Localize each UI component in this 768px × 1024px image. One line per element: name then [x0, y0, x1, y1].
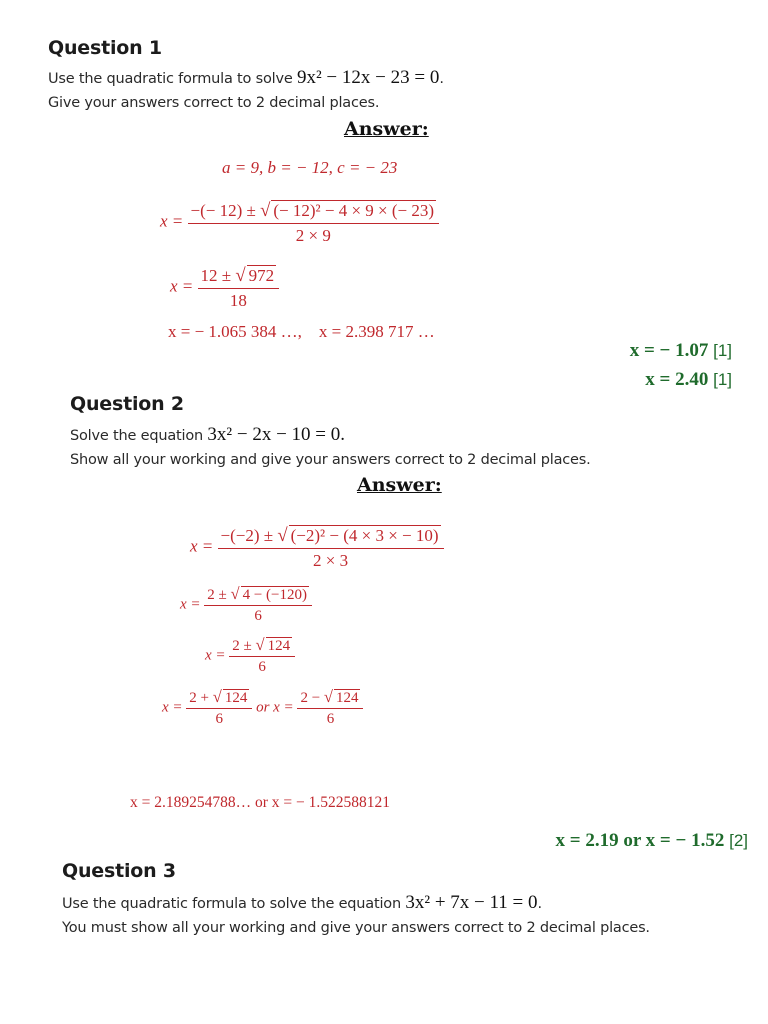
q1-step-1-lhs: x = [160, 211, 184, 231]
q2-step-4-lhs: x = [162, 699, 183, 716]
q2-step-2-lhs: x = [180, 596, 201, 613]
sqrt-icon: √ [323, 687, 333, 706]
question-1-equation: 9x² − 12x − 23 = 0 [296, 67, 440, 88]
q2-final-answer-mark: [2] [729, 831, 748, 850]
question-3-text: Use the quadratic formula to solve the equation [62, 896, 406, 912]
sqrt-icon: √ [235, 265, 246, 286]
question-3-title: Question 3 [62, 860, 176, 882]
sqrt-icon: √ [255, 635, 265, 654]
question-3-equation: 3x² + 7x − 11 = 0 [405, 892, 538, 913]
q1-coefficients: a = 9, b = − 12, c = − 23 [222, 158, 398, 177]
q1-step-2-radicand: 972 [248, 266, 275, 285]
q2-step-1-numerator-pre: −(−2) ± [220, 526, 278, 545]
q1-final-answer-2-value: x = 2.40 [645, 369, 709, 390]
sqrt-icon: √ [260, 200, 271, 221]
q2-step-3-fraction [229, 636, 295, 677]
q2-step-4a-denominator: 6 [215, 711, 224, 728]
q1-step-2 [170, 265, 279, 310]
question-2-line-1 [70, 424, 345, 446]
question-1-text: Use the quadratic formula to solve [48, 71, 297, 87]
q2-step-2-radicand: 4 − (−120) [242, 587, 307, 603]
q1-final-answer-1-value: x = − 1.07 [629, 340, 709, 361]
q2-step-1-fraction [218, 525, 444, 570]
q2-step-4-fraction-b [297, 688, 363, 729]
q1-step-2-lhs: x = [170, 276, 194, 296]
q2-step-4 [162, 688, 363, 729]
q1-step-1-denominator: 2 × 9 [295, 225, 331, 245]
q1-final-answer-1-mark: [1] [713, 341, 732, 360]
sqrt-icon: √ [212, 687, 222, 706]
question-2-title: Question 2 [70, 393, 184, 415]
q1-step-1-fraction [188, 200, 440, 245]
q2-step-4b-radicand: 124 [335, 690, 359, 706]
question-1-line-2: Give your answers correct to 2 decimal places. [48, 95, 380, 111]
q2-step-3-numerator-pre: 2 ± [232, 638, 256, 654]
q1-step-1-numerator-pre: −(− 12) ± [190, 201, 261, 220]
q2-step-1-lhs: x = [190, 536, 214, 556]
q2-step-4b-numerator-pre: 2 − [300, 690, 324, 706]
q2-step-4-fraction-a [186, 688, 252, 729]
question-1-period: . [439, 71, 444, 87]
q2-step-4b-denominator: 6 [326, 711, 335, 728]
sqrt-icon: √ [277, 525, 288, 546]
q2-step-2-fraction [204, 585, 312, 626]
q2-step-2-denominator: 6 [254, 608, 262, 625]
question-3-line-2: You must show all your working and give your answers correct to 2 decimal places. [62, 920, 650, 936]
q2-step-4a-numerator-pre: 2 + [189, 690, 213, 706]
question-1-answer-heading: Answer: [344, 118, 429, 140]
question-2-text: Solve the equation [70, 428, 208, 444]
q2-step-3-lhs: x = [205, 647, 226, 664]
sqrt-icon: √ [230, 584, 240, 603]
q2-step-5: x = 2.189254788… or x = − 1.522588121 [130, 794, 391, 811]
q2-final-answer-value: x = 2.19 or x = − 1.52 [555, 830, 725, 851]
q1-step-1-radicand: (− 12)² − 4 × 9 × (− 23) [273, 201, 435, 220]
q1-step-2-denominator: 18 [229, 290, 247, 310]
question-2-equation: 3x² − 2x − 10 = 0. [207, 424, 345, 445]
question-2-line-2: Show all your working and give your answers correct to 2 decimal places. [70, 452, 591, 468]
q2-final-answer [556, 830, 748, 852]
question-1-title: Question 1 [48, 37, 162, 59]
q1-final-answer-2 [645, 369, 732, 391]
question-2-answer-heading: Answer: [357, 474, 442, 496]
q2-step-2 [180, 585, 312, 626]
q2-step-4-or: or x = [256, 699, 294, 716]
q2-step-3 [205, 636, 295, 677]
q1-step-2-numerator-pre: 12 ± [200, 266, 236, 285]
question-3-line-1 [62, 892, 542, 914]
q2-step-1-denominator: 2 × 3 [313, 550, 349, 570]
q2-step-3-radicand: 124 [267, 638, 291, 654]
q2-step-1-radicand: (−2)² − (4 × 3 × − 10) [290, 526, 439, 545]
question-1-line-1 [48, 67, 444, 89]
q1-final-answer-2-mark: [1] [713, 370, 732, 389]
q1-step-2-fraction [198, 265, 280, 310]
q2-step-3-denominator: 6 [258, 659, 266, 676]
question-3-period: . [537, 896, 542, 912]
q1-step-3: x = − 1.065 384 …, x = 2.398 717 … [168, 322, 435, 341]
q1-final-answer-1 [630, 340, 732, 362]
q1-step-1 [160, 200, 439, 245]
q2-step-4a-radicand: 124 [224, 690, 248, 706]
q2-step-2-numerator-pre: 2 ± [207, 587, 231, 603]
q2-step-1 [190, 525, 444, 570]
